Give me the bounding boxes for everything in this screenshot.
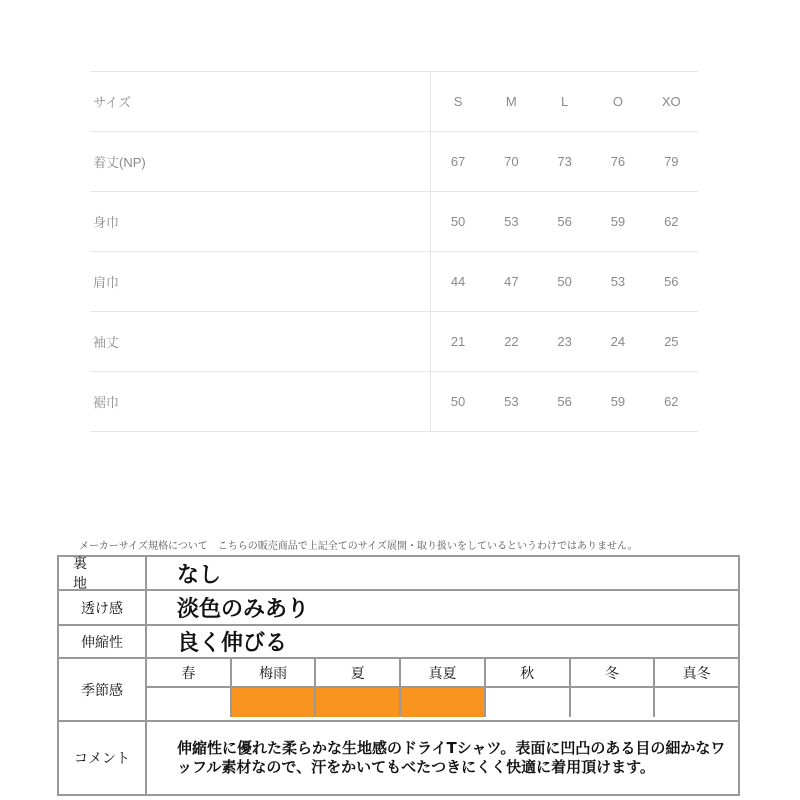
- cell-value: 67: [431, 132, 485, 192]
- season-names-row: [147, 659, 738, 688]
- stretch-label: 伸縮性: [59, 626, 147, 657]
- lining-label: 裏 地: [59, 557, 147, 589]
- season-indicator: [571, 688, 656, 717]
- cell-value: 56: [645, 252, 698, 312]
- size-chart-table: [90, 71, 698, 432]
- stretch-row: [59, 626, 738, 659]
- season-autumn: 秋: [486, 659, 571, 686]
- size-header-s: S: [431, 72, 485, 132]
- sheer-row: [59, 591, 738, 626]
- cell-value: 70: [485, 132, 538, 192]
- cell-value: 56: [538, 192, 591, 252]
- cell-value: 56: [538, 372, 591, 432]
- lining-value: なし: [177, 562, 222, 588]
- size-row-chest: [90, 192, 698, 252]
- cell-value: 53: [485, 192, 538, 252]
- season-row: [59, 659, 738, 722]
- season-label: 季節感: [59, 659, 147, 720]
- size-header-l: L: [538, 72, 591, 132]
- season-indicator: [316, 688, 401, 717]
- comment-label: コメント: [59, 722, 147, 794]
- product-info-table: [57, 555, 740, 796]
- cell-value: 24: [591, 312, 644, 372]
- size-row-hem: [90, 372, 698, 432]
- size-row-shoulder: [90, 252, 698, 312]
- cell-value: 62: [645, 372, 698, 432]
- cell-value: 53: [485, 372, 538, 432]
- cell-value: 62: [645, 192, 698, 252]
- size-header-row: [90, 72, 698, 132]
- size-header-o: O: [591, 72, 644, 132]
- season-rainy: 梅雨: [232, 659, 317, 686]
- season-indicator: [655, 688, 738, 717]
- row-label: 身巾: [90, 192, 431, 252]
- season-indicator: [232, 688, 317, 717]
- cell-value: 79: [645, 132, 698, 192]
- size-row-length: [90, 132, 698, 192]
- row-label: 肩巾: [90, 252, 431, 312]
- comment-row: [59, 722, 738, 794]
- cell-value: 50: [538, 252, 591, 312]
- season-midsummer: 真夏: [401, 659, 486, 686]
- size-row-sleeve: [90, 312, 698, 372]
- cell-value: 22: [485, 312, 538, 372]
- row-label: 裾巾: [90, 372, 431, 432]
- season-summer: 夏: [316, 659, 401, 686]
- size-header-label: サイズ: [90, 72, 431, 132]
- sheer-label: 透け感: [59, 591, 147, 624]
- comment-text: 伸縮性に優れた柔らかな生地感のドライTシャツ。表面に凹凸のある目の細かなワッフル素材なので、汗をかいてもべたつきにくく快適に着用頂けます。: [177, 739, 726, 776]
- season-winter: 冬: [571, 659, 656, 686]
- size-note: メーカーサイズ規格について こちらの販売商品で上記全てのサイズ展開・取り扱いをしているというわけではありません。: [79, 541, 638, 552]
- season-spring: 春: [147, 659, 232, 686]
- season-indicator: [486, 688, 571, 717]
- sheer-value: 淡色のみあり: [177, 597, 310, 622]
- row-label: 袖丈: [90, 312, 431, 372]
- cell-value: 50: [431, 372, 485, 432]
- cell-value: 23: [538, 312, 591, 372]
- lining-row: [59, 557, 738, 591]
- cell-value: 59: [591, 192, 644, 252]
- cell-value: 53: [591, 252, 644, 312]
- season-indicator-row: [147, 688, 738, 717]
- season-indicator: [401, 688, 486, 717]
- season-grid: [147, 659, 738, 720]
- size-header-m: M: [485, 72, 538, 132]
- cell-value: 25: [645, 312, 698, 372]
- season-indicator: [147, 688, 232, 717]
- cell-value: 50: [431, 192, 485, 252]
- cell-value: 76: [591, 132, 644, 192]
- cell-value: 21: [431, 312, 485, 372]
- cell-value: 59: [591, 372, 644, 432]
- cell-value: 44: [431, 252, 485, 312]
- row-label: 着丈(NP): [90, 132, 431, 192]
- cell-value: 73: [538, 132, 591, 192]
- stretch-value: 良く伸びる: [177, 631, 288, 656]
- cell-value: 47: [485, 252, 538, 312]
- season-midwinter: 真冬: [682, 665, 711, 682]
- size-header-xo: XO: [645, 72, 698, 132]
